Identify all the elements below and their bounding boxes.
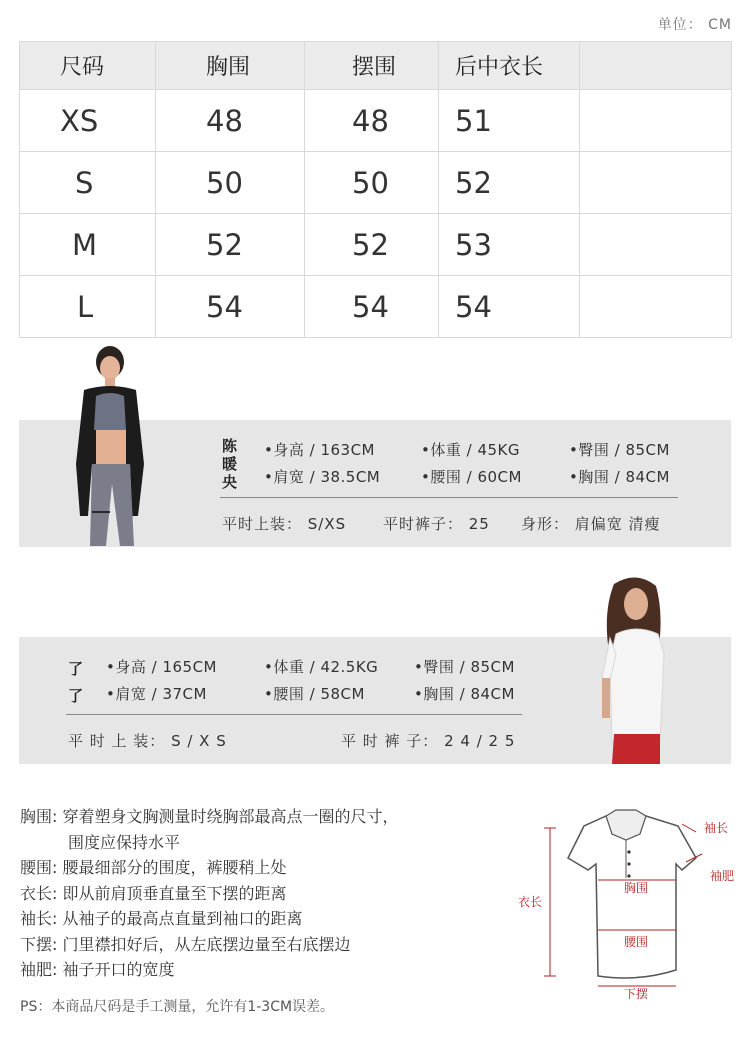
diagram-hem-label: 下摆 xyxy=(624,987,649,1000)
chest-cell: 48 xyxy=(156,90,305,152)
unit-label: 单位： CM xyxy=(657,17,732,33)
header-empty xyxy=(580,42,732,90)
hem-cell: 50 xyxy=(305,152,439,214)
empty-cell xyxy=(580,152,732,214)
note-chest-cont: 围度应保持水平 xyxy=(68,832,181,852)
model1-photo xyxy=(62,344,162,546)
model2-shoulder: •肩宽 / 37CM xyxy=(106,685,207,703)
empty-cell xyxy=(580,90,732,152)
header-chest: 胸围 xyxy=(156,42,305,90)
model1-pants-size: 平时裤子： 25 xyxy=(383,515,490,533)
model1-top-size: 平时上装： S/XS xyxy=(222,515,347,533)
empty-cell xyxy=(580,276,732,338)
model1-hip: •臀围 / 85CM xyxy=(569,441,670,459)
model1-divider xyxy=(220,497,678,498)
length-cell: 51 xyxy=(439,90,580,152)
header-hem: 摆围 xyxy=(305,42,439,90)
length-cell: 54 xyxy=(439,276,580,338)
ps-note: PS：本商品尺码是手工测量，允许有1-3CM误差。 xyxy=(20,999,335,1015)
model2-waist: •腰围 / 58CM xyxy=(264,685,365,703)
diagram-sleeve-width-label: 袖肥 xyxy=(710,869,735,883)
diagram-length-label: 衣长 xyxy=(518,895,543,909)
note-hem: 下摆: 门里襟扣好后，从左底摆边量至右底摆边 xyxy=(20,934,351,954)
note-sleeve-width: 袖肥: 袖子开口的宽度 xyxy=(20,960,175,979)
hem-cell: 48 xyxy=(305,90,439,152)
model1-bust: •胸围 / 84CM xyxy=(569,468,670,486)
chest-cell: 54 xyxy=(156,276,305,338)
measurement-notes xyxy=(20,804,398,983)
diagram-sleeve-length-label: 袖长 xyxy=(704,821,729,835)
table-row xyxy=(20,152,732,214)
length-cell: 52 xyxy=(439,152,580,214)
size-cell: XS xyxy=(20,90,156,152)
model1-shoulder: •肩宽 / 38.5CM xyxy=(264,468,381,486)
model2-hip: •臀围 / 85CM xyxy=(414,658,515,676)
table-row xyxy=(20,214,732,276)
length-cell: 53 xyxy=(439,214,580,276)
model2-photo xyxy=(594,574,680,764)
model2-height: •身高 / 165CM xyxy=(106,658,217,676)
model1-body-type: 身形： 肩偏宽 清瘦 xyxy=(521,515,661,533)
model2-weight: •体重 / 42.5KG xyxy=(264,658,379,676)
note-length: 衣长: 即从前肩顶垂直量至下摆的距离 xyxy=(20,883,287,903)
empty-cell xyxy=(580,214,732,276)
shirt-diagram xyxy=(510,800,742,1000)
table-row xyxy=(20,90,732,152)
note-sleeve-length: 袖长: 从袖子的最高点直量到袖口的距离 xyxy=(20,909,303,928)
model2-bust: •胸围 / 84CM xyxy=(414,685,515,703)
chest-cell: 50 xyxy=(156,152,305,214)
model1-waist: •腰围 / 60CM xyxy=(421,468,522,486)
header-size: 尺码 xyxy=(20,42,156,90)
model2-pants-size: 平 时 裤 子： 2 4 / 2 5 xyxy=(341,732,516,750)
model2-name: 了了 xyxy=(68,660,84,705)
model1-name: 陈暖央 xyxy=(222,437,238,491)
model1-weight: •体重 / 45KG xyxy=(421,441,520,459)
size-cell: M xyxy=(20,214,156,276)
chest-cell: 52 xyxy=(156,214,305,276)
hem-cell: 52 xyxy=(305,214,439,276)
size-cell: L xyxy=(20,276,156,338)
note-waist: 腰围: 腰最细部分的围度，裤腰稍上处 xyxy=(20,858,287,877)
diagram-chest-label: 胸围 xyxy=(624,881,649,895)
note-chest: 胸围: 穿着塑身文胸测量时绕胸部最高点一圈的尺寸， xyxy=(20,807,399,826)
header-back-length: 后中衣长 xyxy=(439,42,580,90)
size-table-header xyxy=(20,42,732,90)
model1-height: •身高 / 163CM xyxy=(264,441,375,459)
size-cell: S xyxy=(20,152,156,214)
model2-divider xyxy=(66,714,522,715)
size-table xyxy=(19,41,732,338)
model2-top-size: 平 时 上 装： S / X S xyxy=(68,732,227,750)
diagram-waist-label: 腰围 xyxy=(624,935,649,949)
hem-cell: 54 xyxy=(305,276,439,338)
table-row xyxy=(20,276,732,338)
